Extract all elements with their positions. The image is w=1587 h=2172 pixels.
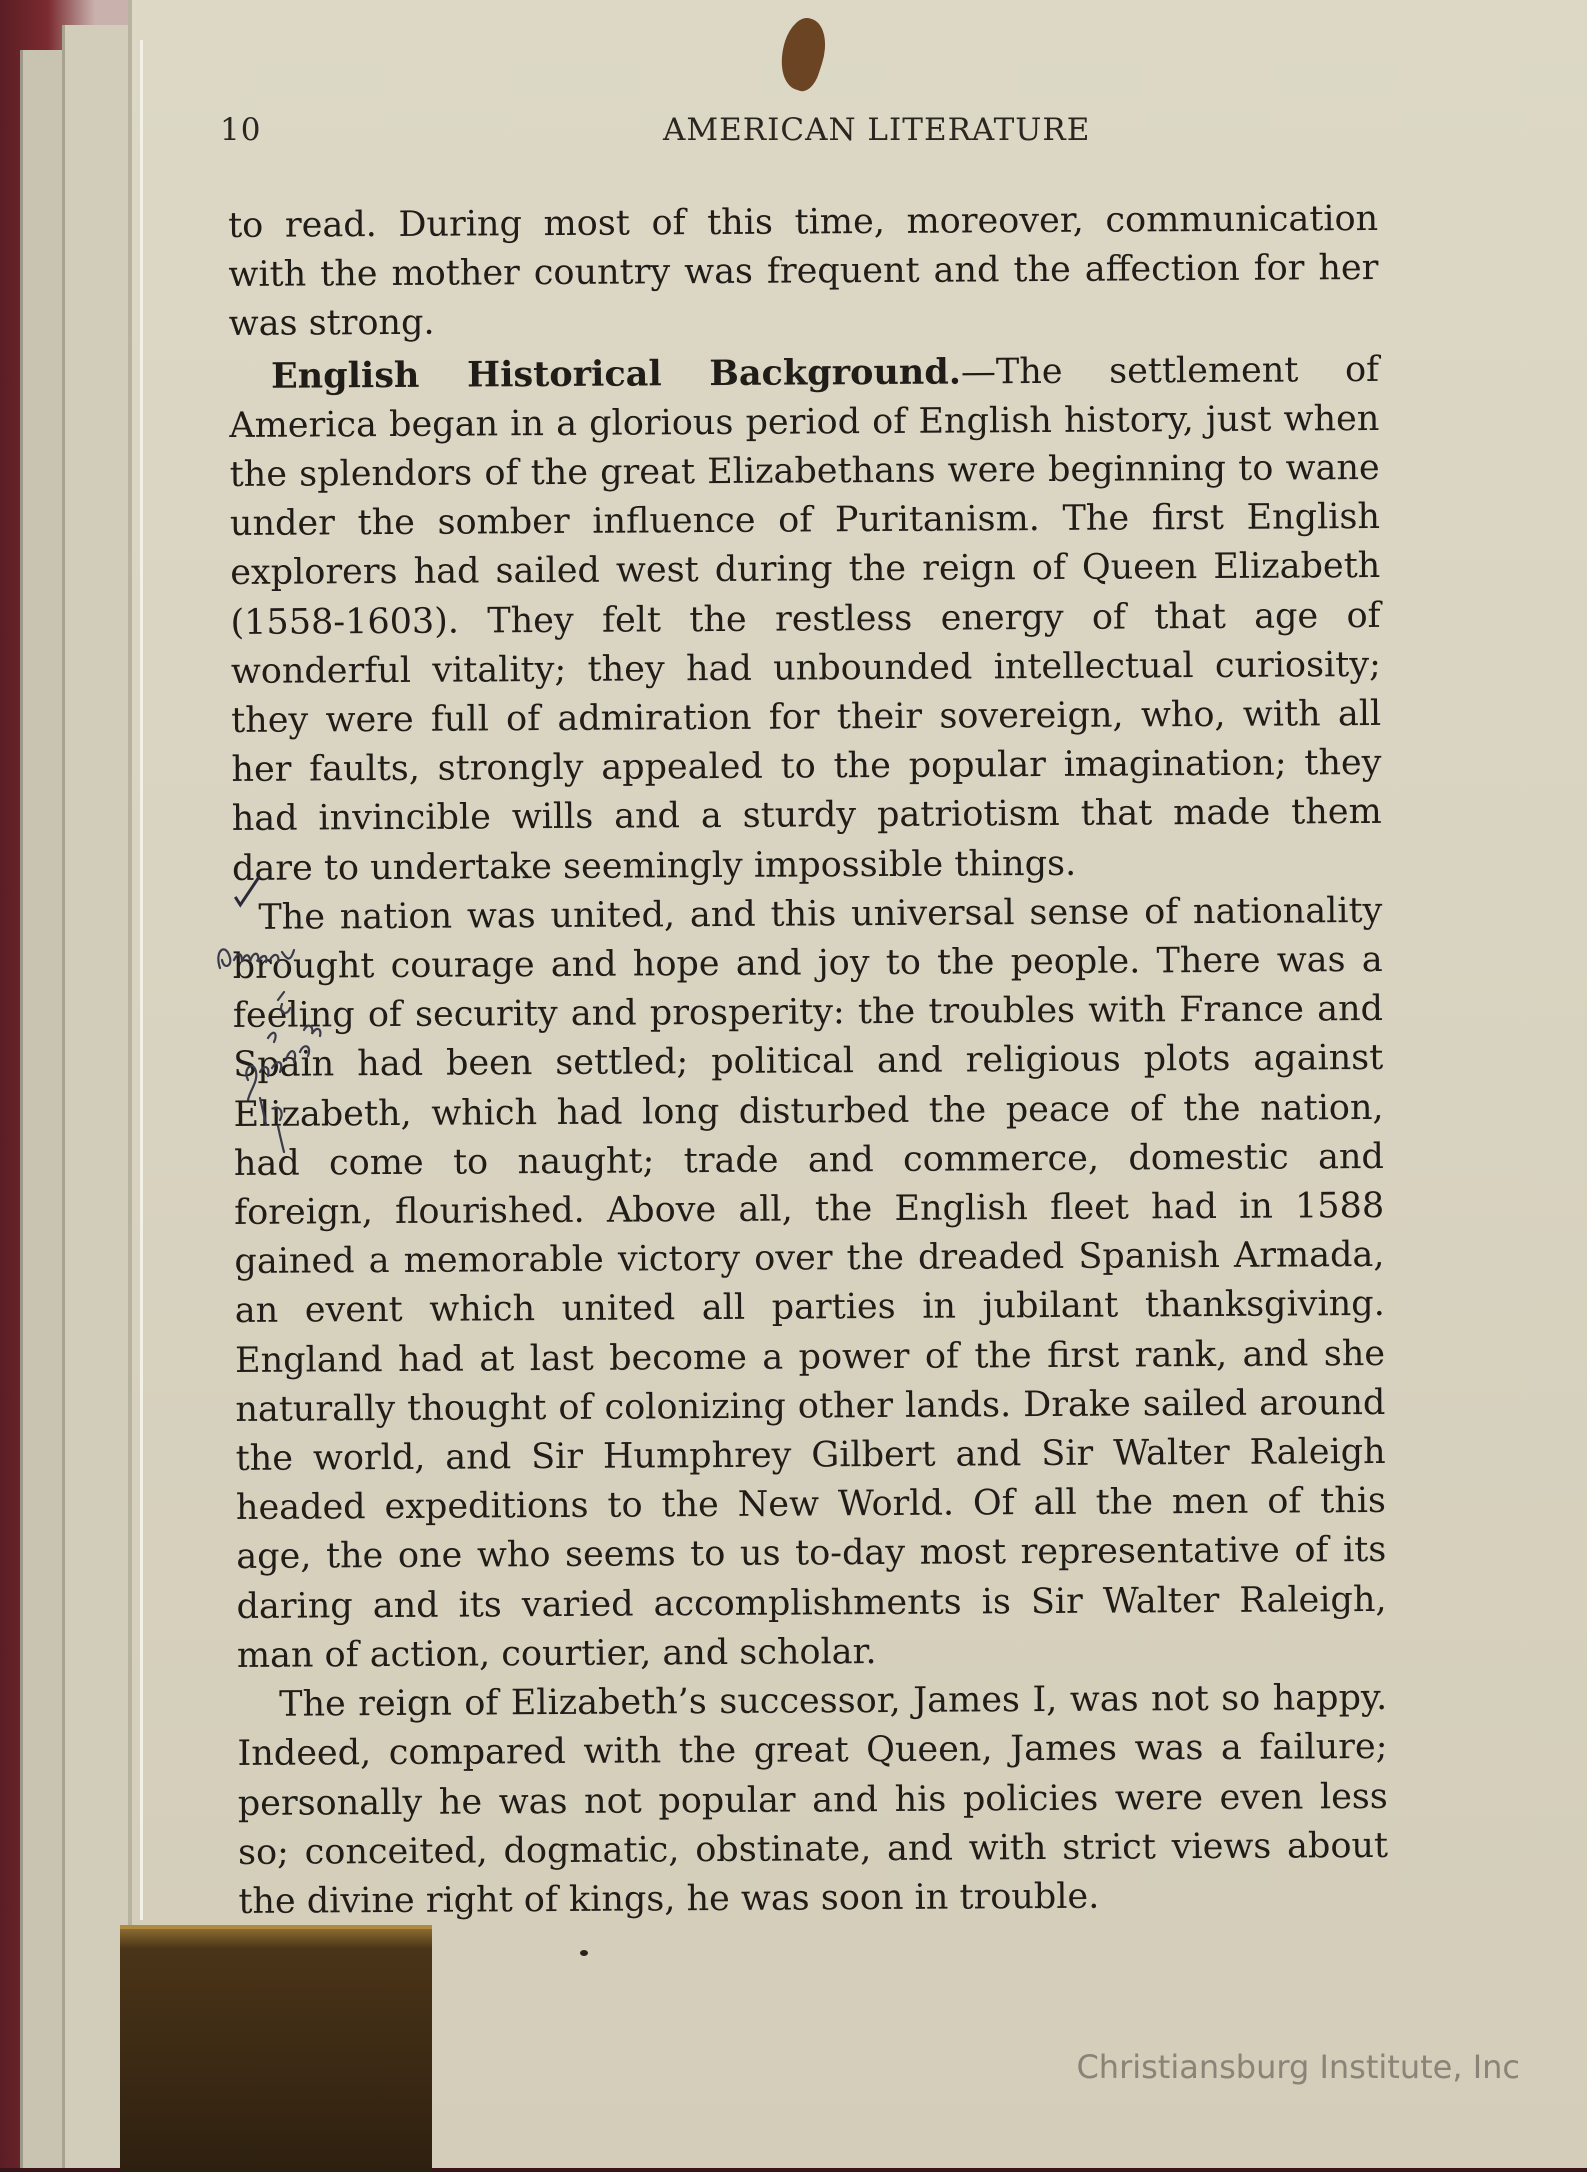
binding-gutter-line (140, 40, 143, 1920)
running-head (220, 112, 1180, 162)
section-heading: English Historical Background. (270, 351, 962, 397)
running-title: AMERICAN LITERATURE (663, 112, 1091, 148)
watermark: Christiansburg Institute, Inc (1076, 2048, 1520, 2086)
handwritten-note-icon (208, 930, 378, 1190)
check-mark-icon (232, 899, 258, 929)
paragraph-4: The reign of Elizabeth’s successor, James I, was not so happy. Indeed, compared with the great Queen, James was a failure; personally he was not popular and his policies were even less so; conceited, dogmatic, obstinate, and with strict views about the divine right of kings, he was soon in trouble. (237, 1678, 1389, 1922)
ink-speck (580, 1950, 588, 1956)
paragraph-2 (229, 345, 1382, 894)
wooden-book-weight (120, 1925, 432, 2172)
tape-fragment (772, 13, 834, 94)
paragraph-1: to read. During most of this time, moreover, communication with the mother country was frequent and the affection for her was strong. (228, 198, 1379, 345)
paragraph-3-text: The nation was united, and this universal sense of nationality brought courage and hope and joy to the people. There was a feeling of security and prosperity: the troubles with France and Spain had been settled; political and religious plots against Elizabeth, which had long disturbed the peace of the nation, had come to naught; trade and commerce, domestic and foreign, flourished. Above all, the English fleet had in 1588 gained a memorable victory over the dreaded Spanish Armada, an event which united all parties in jubilant thanksgiving. England had at last become a power of the first rank, and she naturally thought of colonizing other lands. Drake sailed around the world, and Sir Humphrey Gilbert and Sir Walter Raleigh headed expeditions to the New World. Of all the men of this age, the one who seems to us to-day most representative of its daring and its varied accomplishments is Sir Walter Raleigh, man of action, courtier, and scholar. (232, 890, 1387, 1676)
body-text (228, 195, 1389, 1927)
paragraph-2-text: —The settlement of America began in a glorious period of English history, just when the splendors of the great Elizabethans were beginning to wane under the somber influence of Puritanism. The first English explorers had sailed west during the reign of Queen Elizabeth (1558-1603). They felt the restless energy of that age of wonderful vitality; they had unbounded intellectual curiosity; they were full of admiration for their sovereign, who, with all her faults, strongly appealed to the popular imagination; they had invincible wills and a sturdy patriotism that made them dare to undertake seemingly impossible things. (229, 349, 1382, 889)
page-number: 10 (220, 112, 262, 148)
margin-handwriting (208, 930, 378, 1190)
paragraph-3 (232, 887, 1387, 1681)
